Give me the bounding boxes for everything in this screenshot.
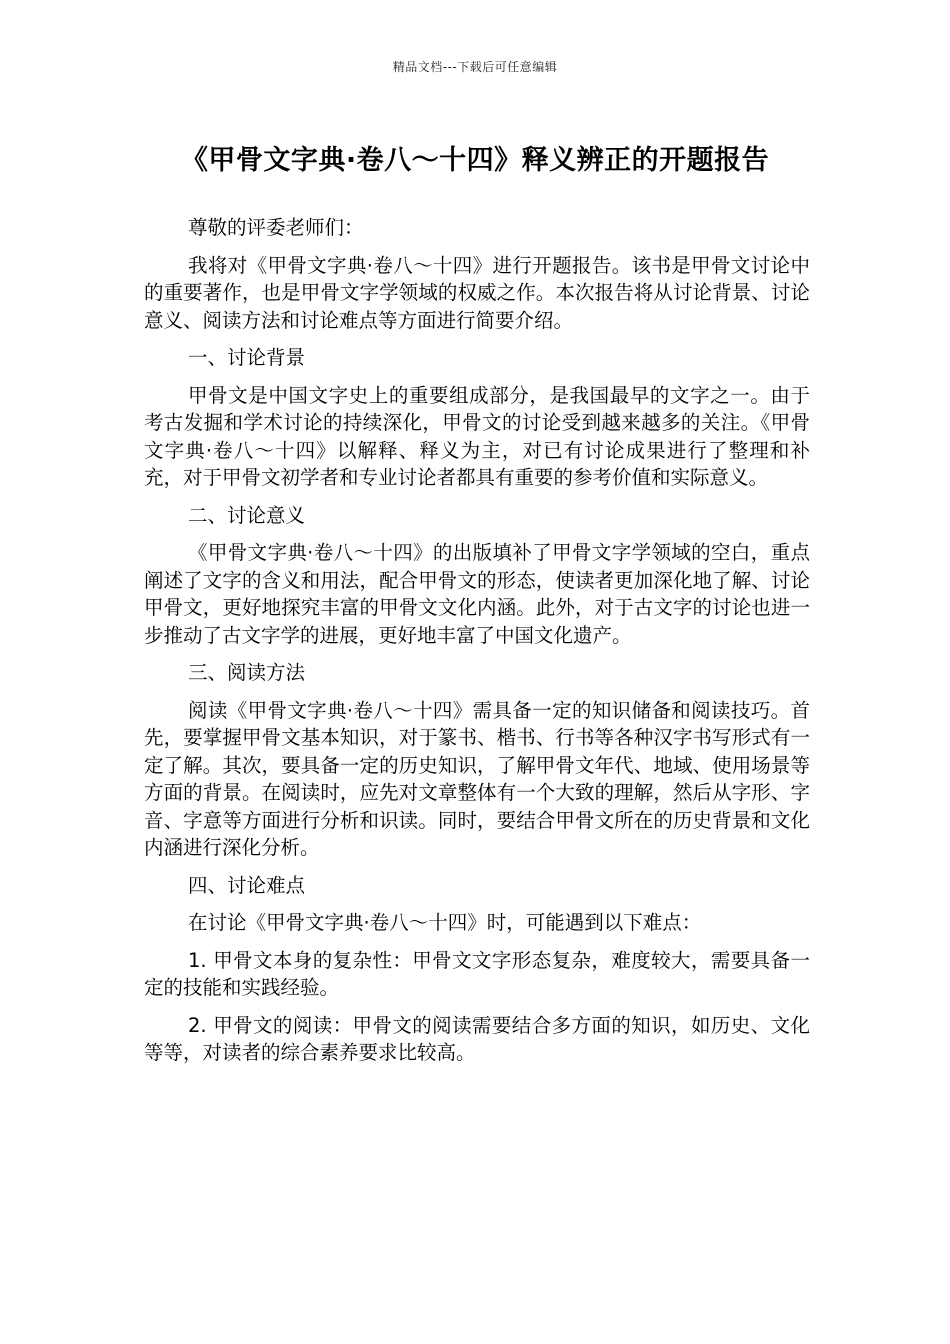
section-heading-reading-method: 三、阅读方法: [188, 661, 306, 684]
significance-paragraph: 《甲骨文字典·卷八～十四》的出版填补了甲骨文字学领域的空白，重点阐述了文字的含义和用法，配合甲骨文的形态，使读者更加深化地了解、讨论甲骨文，更好地探究丰富的甲骨文文化内涵。此外，对于古文字的讨论也进一步推动了古文字学的进展，更好地丰富了中国文化遗产。: [144, 541, 810, 647]
document-title: 《甲骨文字典·卷八～十四》释义辨正的开题报告: [180, 145, 770, 176]
difficulty-item-1: 1. 甲骨文本身的复杂性：甲骨文文字形态复杂，难度较大，需要具备一定的技能和实践经验。: [144, 948, 810, 999]
section-heading-difficulties: 四、讨论难点: [188, 873, 306, 897]
section-heading-background: 一、讨论背景: [188, 346, 306, 369]
header-note: 精品文档---下载后可任意编辑: [392, 60, 558, 74]
salutation: 尊敬的评委老师们：: [188, 216, 364, 239]
intro-paragraph: 我将对《甲骨文字典·卷八～十四》进行开题报告。该书是甲骨文讨论中的重要著作，也是甲骨文字学领域的权威之作。本次报告将从讨论背景、讨论意义、阅读方法和讨论难点等方面进行简要介绍。: [144, 253, 810, 332]
section-heading-significance: 二、讨论意义: [188, 503, 306, 527]
reading-method-paragraph: 阅读《甲骨文字典·卷八～十四》需具备一定的知识储备和阅读技巧。首先，要掌握甲骨文基本知识，对于篆书、楷书、行书等各种汉字书写形式有一定了解。其次，要具备一定的历史知识，了解甲骨文年代、地域、使用场景等方面的背景。在阅读时，应先对文章整体有一个大致的理解，然后从字形、字音、字意等方面进行分析和识读。同时，要结合甲骨文所在的历史背景和文化内涵进行深化分析。: [144, 698, 810, 859]
difficulties-intro: 在讨论《甲骨文字典·卷八～十四》时，可能遇到以下难点：: [188, 911, 702, 934]
difficulty-item-2: 2. 甲骨文的阅读：甲骨文的阅读需要结合多方面的知识，如历史、文化等等，对读者的综合素养要求比较高。: [144, 1013, 810, 1064]
document-body: [144, 214, 810, 1077]
background-paragraph: 甲骨文是中国文字史上的重要组成部分，是我国最早的文字之一。由于考古发掘和学术讨论的持续深化，甲骨文的讨论受到越来越多的关注。《甲骨文字典·卷八～十四》以解释、释义为主，对已有讨论成果进行了整理和补充，对于甲骨文初学者和专业讨论者都具有重要的参考价值和实际意义。: [144, 383, 810, 489]
